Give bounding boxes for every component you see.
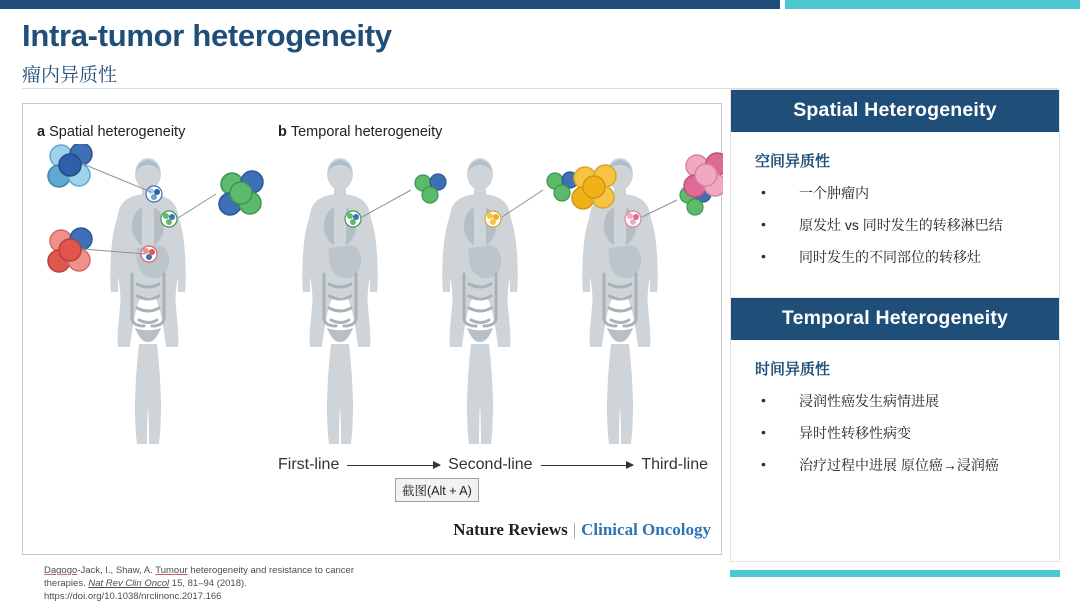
heterogeneity-illustration: [23, 144, 723, 464]
card-temporal-bullets: [731, 385, 1059, 482]
citation-authors: -Jack, I., Shaw, A.: [77, 565, 156, 576]
card-spatial-subtitle: 空间异质性: [755, 153, 831, 170]
top-accent-bar-dark: [0, 0, 780, 9]
figure-panel-b-label: Temporal heterogeneity: [290, 124, 443, 140]
citation-tumour-link[interactable]: Tumour: [155, 565, 188, 576]
journal-name: Nature Reviews: [453, 520, 568, 539]
timeline-label-third-line: Third-line: [641, 456, 708, 473]
citation-line-1: [44, 565, 464, 578]
citation-journal-name: Nat Rev Clin Oncol: [88, 577, 170, 589]
card-spatial-title: Spatial Heterogeneity: [731, 90, 1059, 132]
list-item: • 治疗过程中进展 原位癌→浸润癌: [755, 449, 1043, 481]
top-accent-bar-teal: [785, 0, 1080, 9]
figure-panel-b-marker: b: [278, 124, 287, 140]
list-item: • 同时发生的不同部位的转移灶: [755, 241, 1043, 273]
timeline-label-second-line: Second-line: [448, 456, 533, 473]
citation-block: [44, 565, 464, 603]
list-item: • 浸润性癌发生病情进展: [755, 385, 1043, 417]
title-block: [22, 18, 722, 87]
journal-separator: |: [572, 520, 577, 539]
card-temporal-title: Temporal Heterogeneity: [731, 298, 1059, 340]
page-title: Intra-tumor heterogeneity: [22, 18, 392, 53]
citation-volume-pages: 15, 81–94 (2018).: [169, 577, 247, 589]
page-subtitle: 瘤内异质性: [22, 64, 118, 86]
citation-author-link[interactable]: Dagogo: [44, 565, 78, 576]
citation-title-rest: heterogeneity and resistance to cancer: [187, 565, 355, 576]
card-spatial-heterogeneity: [730, 89, 1060, 301]
figure-panel: [22, 103, 722, 555]
list-item: • 原发灶 vs 同时发生的转移淋巴结: [755, 209, 1043, 241]
bottom-accent-bar: [730, 570, 1060, 577]
timeline-arrow-1: [347, 465, 440, 466]
figure-panel-a-marker: a: [37, 124, 46, 140]
citation-line-2: [44, 578, 464, 591]
screenshot-shortcut-tooltip: 截图(Alt + A): [395, 478, 479, 502]
citation-doi-link[interactable]: https://doi.org/10.1038/nrclinonc.2017.166: [44, 590, 222, 602]
timeline-arrow-2: [541, 465, 634, 466]
figure-panel-a-label: Spatial heterogeneity: [49, 124, 186, 140]
list-item: • 异时性转移性病变: [755, 417, 1043, 449]
treatment-timeline: [278, 456, 708, 474]
card-spatial-bullets: [731, 177, 1059, 274]
timeline-label-first-line: First-line: [278, 456, 340, 473]
list-item: • 一个肿瘤内: [755, 177, 1043, 209]
figure-panel-b-caption: [278, 124, 442, 140]
card-temporal-subtitle: 时间异质性: [755, 361, 831, 378]
figure-panel-a-caption: [37, 124, 185, 140]
citation-journal-prefix: therapies.: [44, 577, 89, 589]
card-temporal-heterogeneity: [730, 297, 1060, 562]
journal-logo: [453, 520, 711, 540]
journal-section: Clinical Oncology: [581, 520, 711, 539]
